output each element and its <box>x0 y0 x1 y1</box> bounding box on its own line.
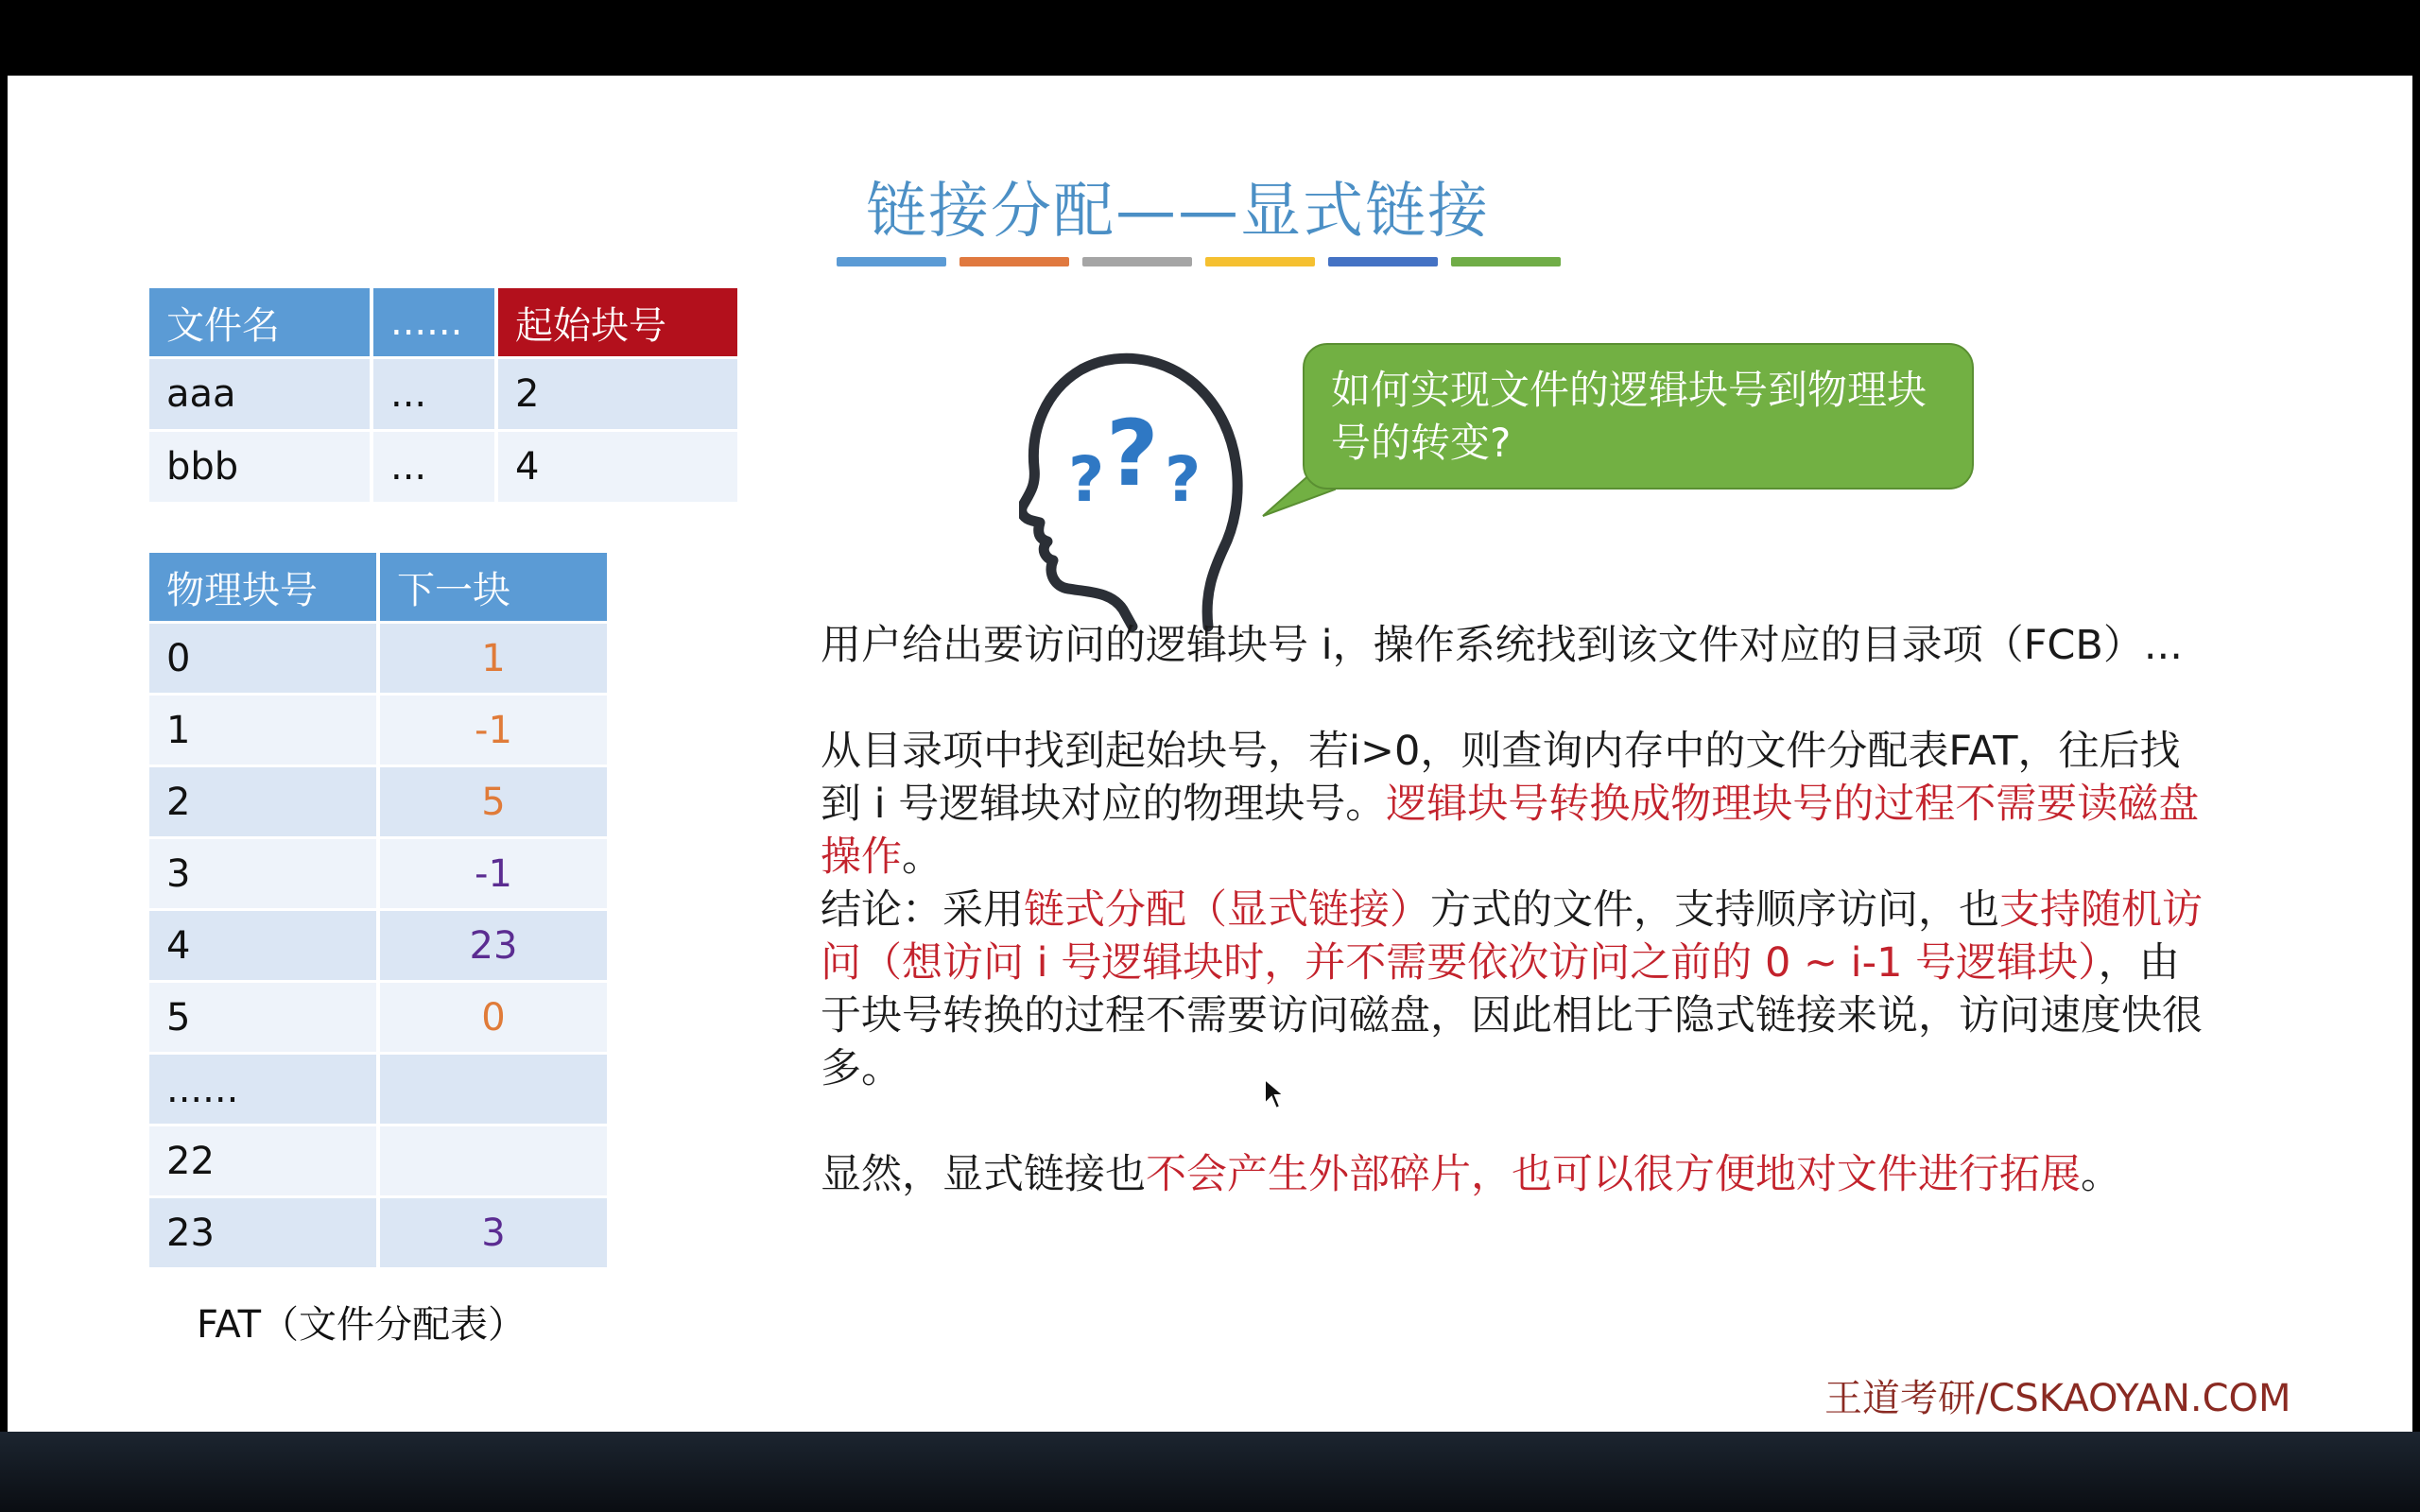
table-row <box>149 429 741 502</box>
p3-highlight-2: 支持随机访问（想访问 i 号逻辑块时，并不需要依次访问之前的 0 ~ i-1 号逻辑块） <box>821 886 2203 987</box>
fat-caption: FAT（文件分配表） <box>197 1303 527 1347</box>
dir-header-more: ...... <box>373 288 498 356</box>
slide-title: 链接分配——显式链接 <box>866 177 1490 247</box>
fat-table-body <box>149 621 611 1267</box>
fat-block-cell: 1 <box>149 693 380 765</box>
fat-block-cell: 3 <box>149 836 380 908</box>
p2-highlight: 逻辑块号转换成物理块号的过程不需要读磁盘操作 <box>821 781 2200 881</box>
dir-cell: ... <box>373 429 498 502</box>
fat-next-cell <box>380 1124 611 1195</box>
fat-block-cell: 22 <box>149 1124 380 1195</box>
fat-block-cell: 5 <box>149 980 380 1052</box>
p3-a: 结论：采用 <box>821 886 1024 934</box>
speech-bubble-text: 如何实现文件的逻辑块号到物理块号的转变? <box>1331 367 1927 466</box>
fat-next-cell: 23 <box>380 908 611 980</box>
dir-cell: 2 <box>498 356 741 429</box>
fat-next-cell: 5 <box>380 765 611 836</box>
p3-c: 方式的文件，支持顺序访问，也 <box>1430 886 1999 934</box>
fat-next-cell: -1 <box>380 693 611 765</box>
table-row <box>149 1124 611 1195</box>
title-bar <box>1205 257 1315 266</box>
dir-header-filename: 文件名 <box>149 288 373 356</box>
table-row <box>149 693 611 765</box>
fat-next-cell: 3 <box>380 1195 611 1267</box>
title-bar <box>1451 257 1561 266</box>
p4-c: 。 <box>2081 1151 2121 1198</box>
table-row <box>149 621 611 693</box>
p3-e: ，由于块号转换的过程不需要访问磁盘，因此相比于隐式链接来说，访问速度快很多。 <box>821 939 2203 1092</box>
paragraph-3 <box>821 884 2210 1095</box>
p2-end: 。 <box>902 833 942 881</box>
table-row <box>149 1052 611 1124</box>
watermark <box>1851 142 2361 180</box>
thinking-head-icon <box>1019 326 1246 638</box>
fat-block-cell: ...... <box>149 1052 380 1124</box>
speech-bubble <box>1303 343 1974 490</box>
fat-table <box>149 553 611 1267</box>
svg-text:?: ? <box>1068 443 1105 516</box>
fat-block-cell: 23 <box>149 1195 380 1267</box>
fat-block-cell: 4 <box>149 908 380 980</box>
fat-header-block: 物理块号 <box>149 553 380 621</box>
fat-next-cell: 0 <box>380 980 611 1052</box>
mouse-cursor-icon <box>1263 1077 1286 1111</box>
paragraph-2 <box>821 725 2210 884</box>
table-row <box>149 1195 611 1267</box>
title-bar <box>1082 257 1192 266</box>
dir-header-start-block: 起始块号 <box>498 288 741 356</box>
svg-text:?: ? <box>1165 443 1201 516</box>
footer-brand: 王道考研/CSKAOYAN.COM <box>1824 1377 2291 1420</box>
p3-highlight-1: 链式分配（显式链接） <box>1024 886 1430 934</box>
table-row <box>149 765 611 836</box>
dir-cell: ... <box>373 356 498 429</box>
title-bar <box>959 257 1069 266</box>
title-underline-bars <box>837 257 1561 266</box>
dir-cell: aaa <box>149 356 373 429</box>
fat-block-cell: 2 <box>149 765 380 836</box>
dir-cell: 4 <box>498 429 741 502</box>
svg-text:?: ? <box>1106 401 1159 507</box>
title-bar <box>837 257 946 266</box>
fat-next-cell: 1 <box>380 621 611 693</box>
directory-table <box>149 288 741 502</box>
slide <box>8 76 2412 1432</box>
explanation-text <box>821 619 2210 1201</box>
title-bar <box>1328 257 1438 266</box>
p4-a: 显然，显式链接也 <box>821 1151 1146 1198</box>
table-row <box>149 908 611 980</box>
paragraph-4 <box>821 1148 2210 1201</box>
fat-block-cell: 0 <box>149 621 380 693</box>
fat-next-cell <box>380 1052 611 1124</box>
table-row <box>149 836 611 908</box>
table-row <box>149 356 741 429</box>
table-row <box>149 980 611 1052</box>
p2-normal: 从目录项中找到起始块号，若i>0，则查询内存中的文件分配表FAT，往后找到 i 号逻辑块对应的物理块号。 <box>821 728 2181 828</box>
paragraph-1: 用户给出要访问的逻辑块号 i，操作系统找到该文件对应的目录项（FCB）... <box>821 622 2183 669</box>
fat-next-cell: -1 <box>380 836 611 908</box>
dir-cell: bbb <box>149 429 373 502</box>
bottom-strip <box>0 1432 2420 1512</box>
fat-header-next: 下一块 <box>380 553 611 621</box>
p4-highlight: 不会产生外部碎片，也可以很方便地对文件进行拓展 <box>1146 1151 2081 1198</box>
